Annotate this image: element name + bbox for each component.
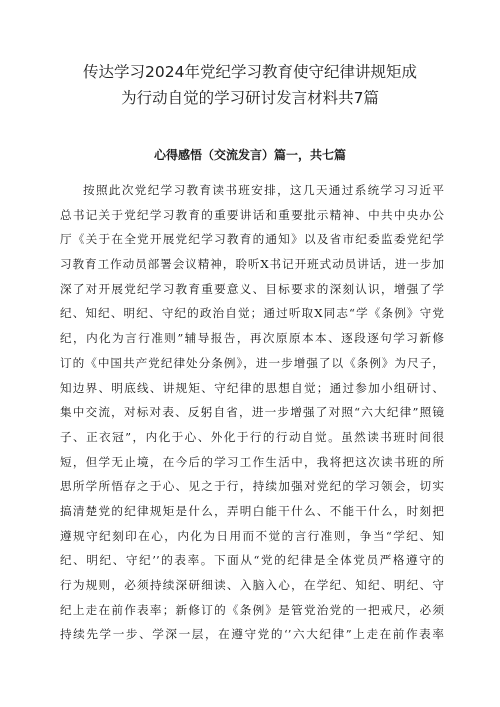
body-line: 纪、明纪、守纪’’的表率。下面从“党的纪律是全体党员严格遵守的 — [60, 553, 444, 568]
body-line: 深了对开展党纪学习教育重要意义、目标要求的深刻认识，增强了学 — [60, 281, 444, 296]
body-line: 订的《中国共产党纪律处分条例》，进一步增强了以《条例》为尺子， — [60, 355, 444, 370]
body-line: 纪，内化为言行准则”辅导报告，再次原原本本、逐段逐句学习新修 — [60, 331, 444, 346]
body-line: 搞清楚党的纪律规矩是什么，弄明白能干什么、不能干什么，时刻把 — [60, 503, 444, 518]
body-line: 子、正衣冠”，内化于心、外化于行的行动自觉。虽然读书班时间很 — [60, 429, 444, 444]
body-line: 总书记关于党纪学习教育的重要讲话和重要批示精神、中共中央办公 — [60, 207, 444, 222]
body-line: 集中交流，对标对表、反躬自省，进一步增强了对照“六大纪律”照镜 — [60, 405, 444, 420]
body-line: 纪上走在前作表率；新修订的《条例》是管党治党的一把戒尺，必须 — [60, 602, 444, 617]
document-title-line-2: 为行动自觉的学习研讨发言材料共7篇 — [121, 89, 379, 107]
body-line: 知边界、明底线、讲规矩、守纪律的思想自觉；通过参加小组研讨、 — [60, 380, 444, 395]
document-title-line-1: 传达学习2024年党纪学习教育使守纪律讲规矩成 — [83, 63, 417, 81]
body-line: 思所学所悟存之于心、见之于行，持续加强对党纪的学习领会，切实 — [60, 479, 444, 494]
body-line: 行为规则，必须持续深研细读、入脑入心，在学纪、知纪、明纪、守 — [60, 578, 444, 592]
body-line: 厅《关于在全党开展党纪学习教育的通知》以及省市纪委监委党纪学 — [60, 232, 444, 247]
body-line: 短，但学无止境，在今后的学习工作生活中，我将把这次读书班的所 — [60, 454, 444, 469]
body-line: 持续先学一步、学深一层，在遵守党的‘’六大纪律”上走在前作表率 — [60, 627, 444, 642]
section-heading: 心得感悟（交流发言）篇一，共七篇 — [153, 148, 346, 162]
body-line: 习教育工作动员部署会议精神，聆听X书记开班式动员讲话，进一步加 — [60, 257, 444, 272]
body-paragraph — [60, 178, 444, 647]
body-line: 遵规守纪刻印在心，内化为日用而不觉的言行准则，争当“学纪、知 — [60, 528, 444, 543]
body-line: 按照此次党纪学习教育读书班安排，这几天通过系统学习习近平 — [83, 183, 444, 197]
body-line: 纪、知纪、明纪、守纪的政治自觉；通过听取X同志“学《条例》守党 — [60, 306, 444, 321]
